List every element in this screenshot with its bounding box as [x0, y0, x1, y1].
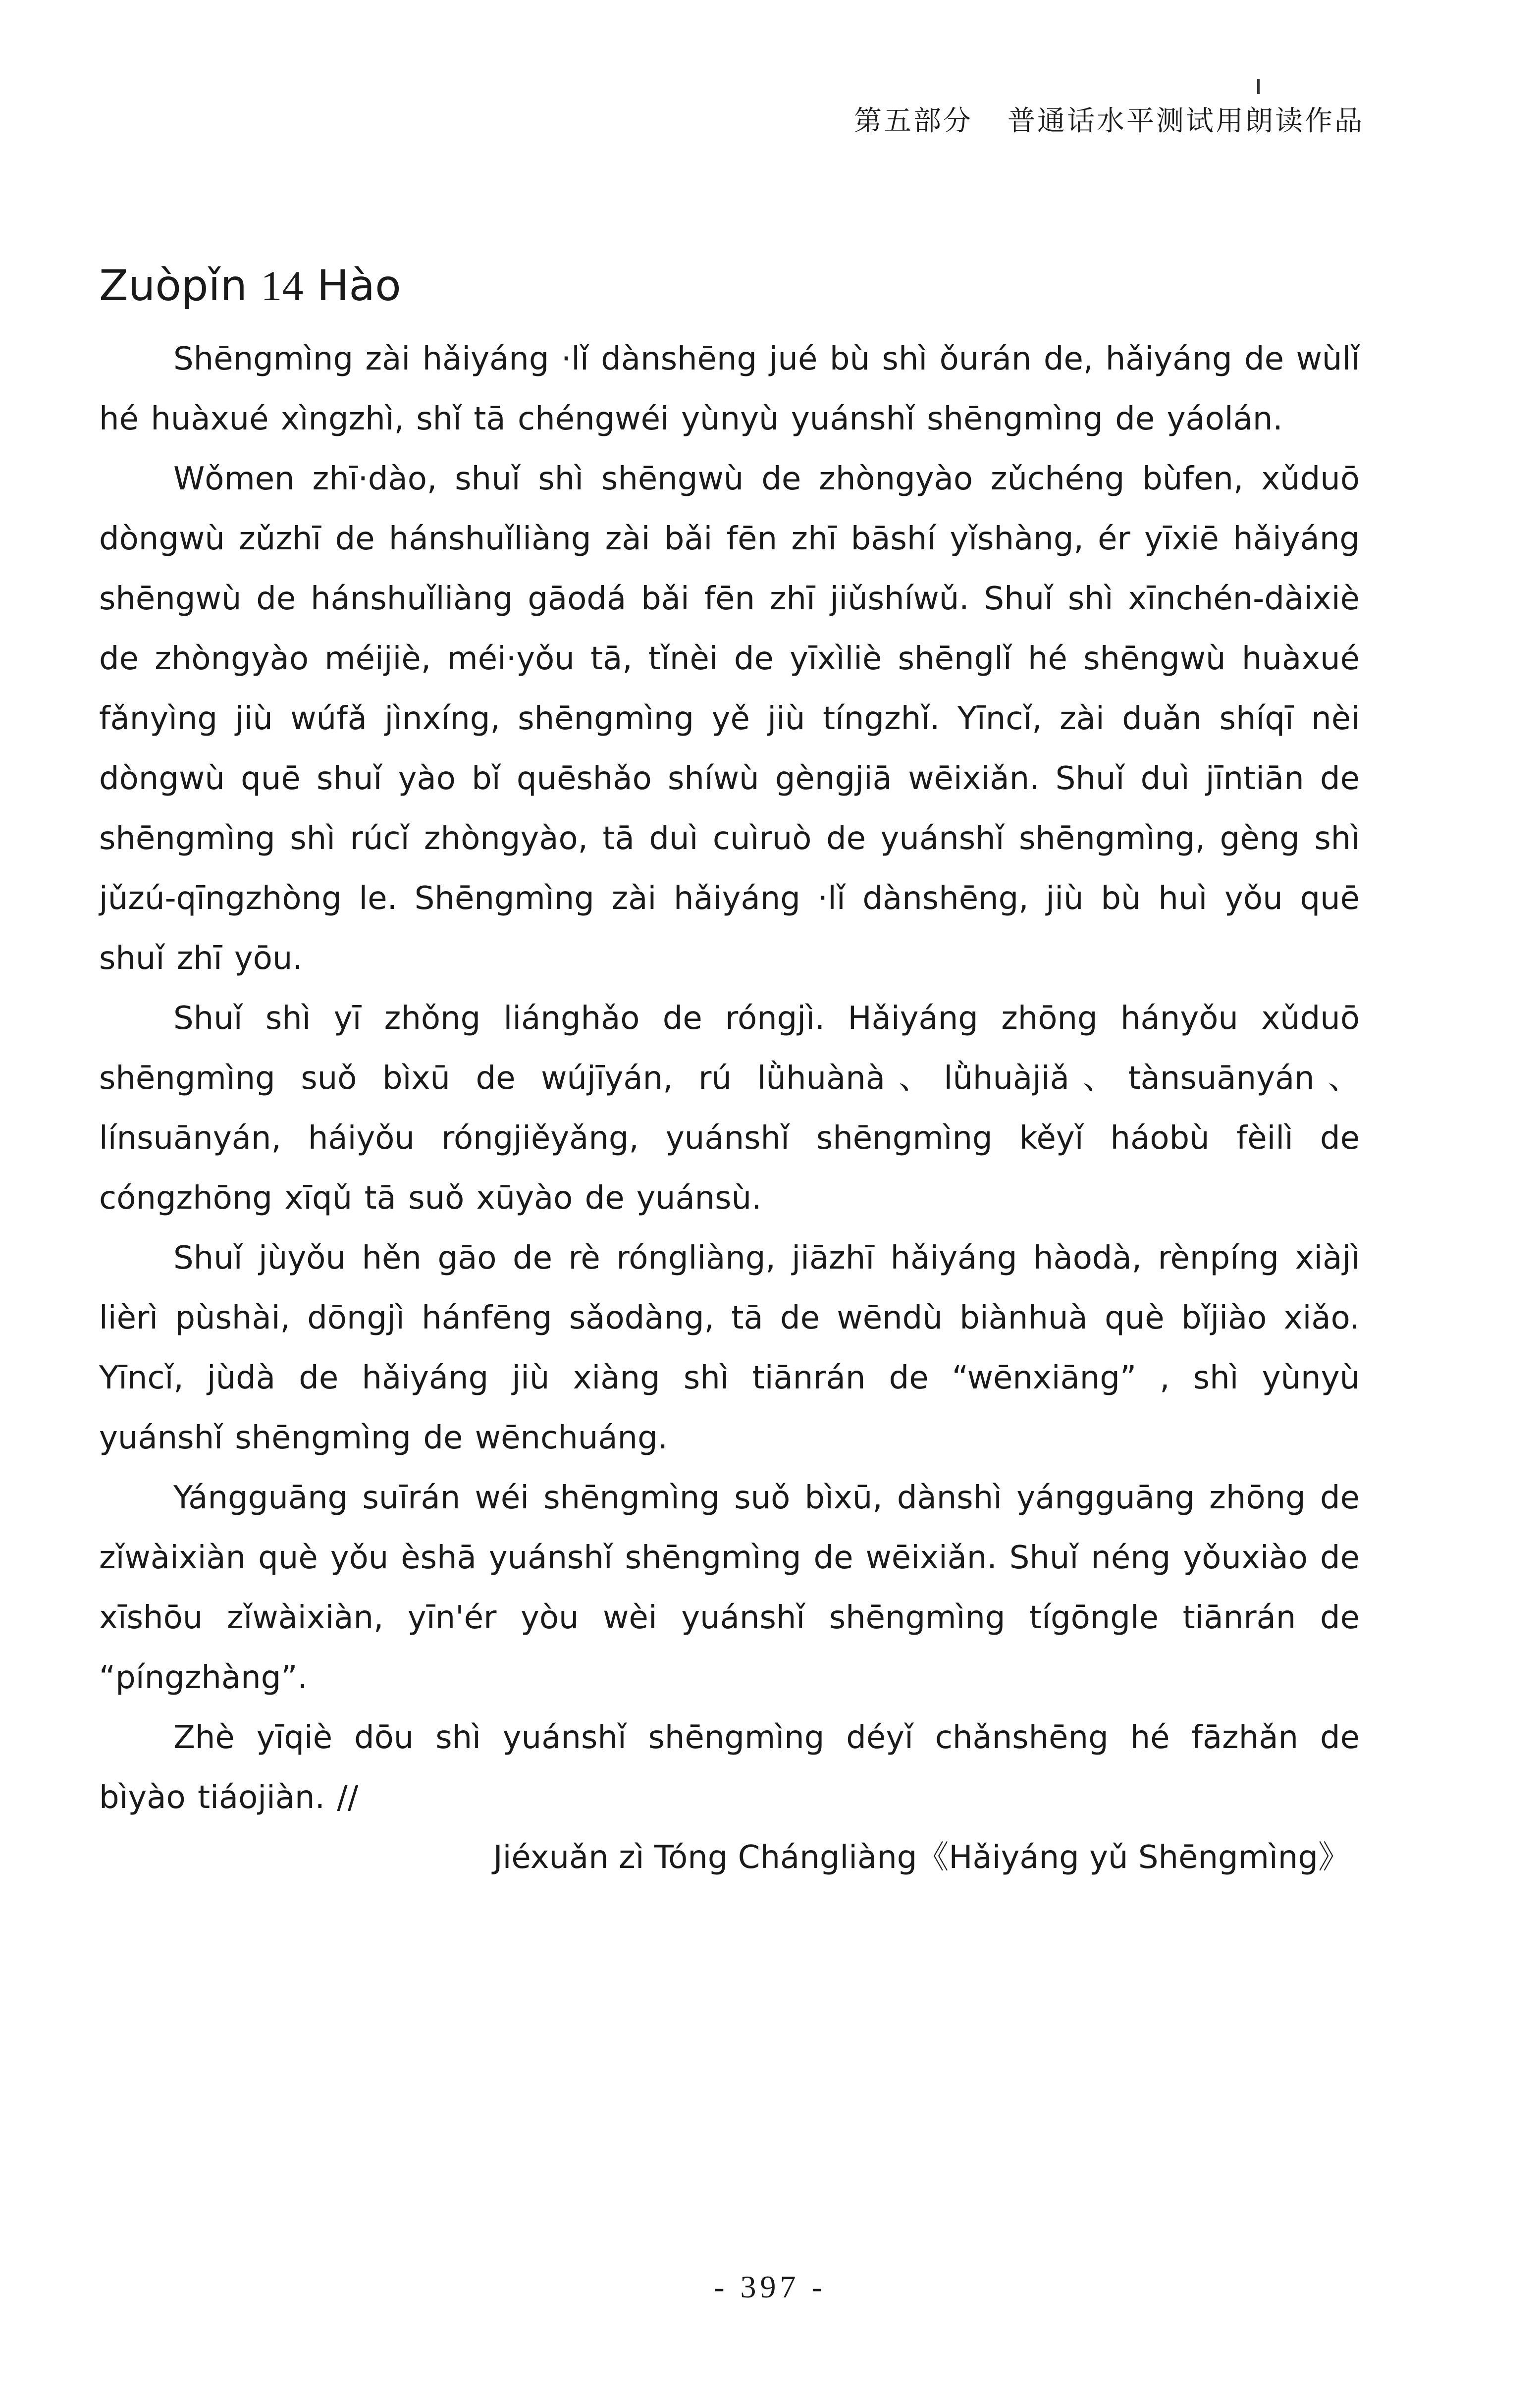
- article: [99, 263, 1360, 1888]
- source-citation: Jiéxuǎn zì Tóng Chángliàng《Hǎiyáng yǔ Shēngmìng》: [493, 1839, 1350, 1876]
- paragraph-5: Yángguāng suīrán wéi shēngmìng suǒ bìxū, dànshì yángguāng zhōng de zǐwàixiàn què yǒu èshā yuánshǐ shēngmìng de wēixiǎn. Shuǐ néng yǒuxiào de xīshōu zǐwàixiàn, yīn'ér yòu wèi yuánshǐ shēngmìng tígōngle tiānrán de “píngzhàng”.: [99, 1479, 1360, 1696]
- paragraph-1: Shēngmìng zài hǎiyáng ·lǐ dànshēng jué bù shì ǒurán de, hǎiyáng de wùlǐ hé huàxué xìngzhì, shǐ tā chéngwéi yùnyù yuánshǐ shēngmìng de yáolán.: [99, 340, 1360, 437]
- section-title: 普通话水平测试用朗读作品: [1008, 105, 1364, 137]
- page-number: - 397 -: [714, 2269, 826, 2304]
- running-header: [854, 99, 1364, 139]
- article-title-word: Zuòpǐn: [99, 261, 248, 311]
- article-title: [99, 263, 1360, 310]
- paragraph-2: Wǒmen zhī·dào, shuǐ shì shēngwù de zhòngyào zǔchéng bùfen, xǔduō dòngwù zǔzhī de hánshuǐliàng zài bǎi fēn zhī bāshí yǐshàng, ér yīxiē hǎiyáng shēngwù de hánshuǐliàng gāodá bǎi fēn zhī jiǔshíwǔ. Shuǐ shì xīnchén-dàixiè de zhòngyào méijiè, méi·yǒu tā, tǐnèi de yīxìliè shēnglǐ hé shēngwù huàxué fǎnyìng jiù wúfǎ jìnxíng, shēngmìng yě jiù tíngzhǐ. Yīncǐ, zài duǎn shíqī nèi dòngwù quē shuǐ yào bǐ quēshǎo shíwù gèngjiā wēixiǎn. Shuǐ duì jīntiān de shēngmìng shì rúcǐ zhòngyào, tā duì cuìruò de yuánshǐ shēngmìng, gèng shì jǔzú-qīngzhòng le. Shēngmìng zài hǎiyáng ·lǐ dànshēng, jiù bù huì yǒu quē shuǐ zhī yōu.: [99, 460, 1360, 977]
- paragraph-4: Shuǐ jùyǒu hěn gāo de rè róngliàng, jiāzhī hǎiyáng hàodà, rènpíng xiàjì lièrì pùshài, dōngjì hánfēng sǎodàng, tā de wēndù biànhuà què bǐjiào xiǎo. Yīncǐ, jùdà de hǎiyáng jiù xiàng shì tiānrán de “wēnxiāng” , shì yùnyù yuánshǐ shēngmìng de wēnchuáng.: [99, 1239, 1360, 1456]
- paragraph-3: Shuǐ shì yī zhǒng liánghǎo de róngjì. Hǎiyáng zhōng hányǒu xǔduō shēngmìng suǒ bìxū de wújīyán, rú lǜhuànà、lǜhuàjiǎ、tànsuānyán、línsuānyán, háiyǒu róngjiěyǎng, yuánshǐ shēngmìng kěyǐ háobù fèilì de cóngzhōng xīqǔ tā suǒ xūyào de yuánsù.: [99, 1000, 1360, 1217]
- margin-tick-mark: [1257, 79, 1260, 94]
- article-number: 14: [261, 262, 304, 310]
- section-part-label: 第五部分: [854, 105, 973, 137]
- article-title-suffix: Hào: [317, 261, 401, 311]
- paragraph-6: Zhè yīqiè dōu shì yuánshǐ shēngmìng déyǐ chǎnshēng hé fāzhǎn de bìyào tiáojiàn. //: [99, 1719, 1360, 1816]
